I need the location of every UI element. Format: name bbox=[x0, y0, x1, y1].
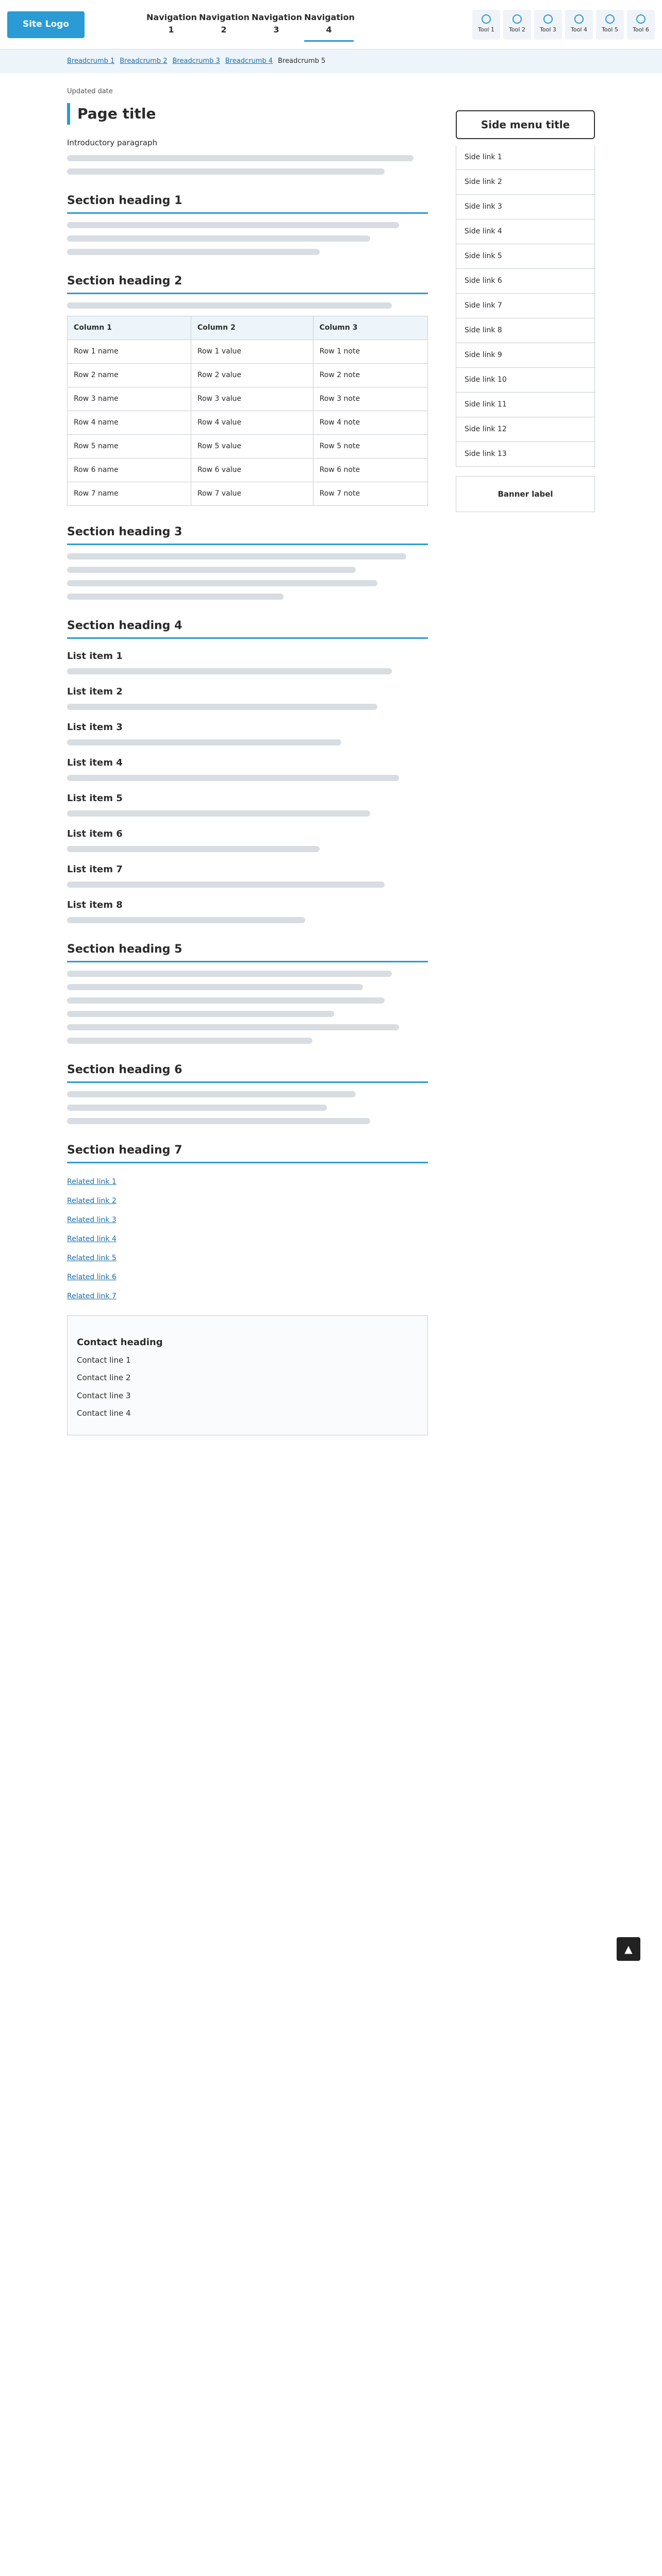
table-cell: Row 4 value bbox=[191, 411, 313, 434]
contact-line: Contact line 1 bbox=[77, 1355, 131, 1365]
side-menu-item[interactable]: Side link 1 bbox=[456, 145, 595, 170]
breadcrumb bbox=[0, 49, 662, 73]
contact-title: Contact heading bbox=[77, 1336, 163, 1348]
nav-item[interactable]: Navigation 1 bbox=[146, 12, 197, 35]
table-cell: Row 3 value bbox=[191, 387, 313, 411]
list-item: List item 6 bbox=[67, 828, 123, 839]
text-placeholder bbox=[67, 997, 385, 1004]
text-placeholder bbox=[67, 553, 406, 560]
side-menu-item[interactable]: Side link 8 bbox=[456, 318, 595, 343]
section-heading: Section heading 6 bbox=[67, 1061, 428, 1083]
table-cell: Row 1 note bbox=[313, 340, 427, 363]
intro-text: Introductory paragraph bbox=[67, 138, 157, 147]
related-link[interactable]: Related link 6 bbox=[67, 1273, 117, 1281]
nav-item[interactable]: Navigation 4 bbox=[304, 7, 354, 42]
side-menu-item[interactable]: Side link 10 bbox=[456, 368, 595, 393]
tool-icon bbox=[636, 14, 646, 24]
tool-label: Tool 6 bbox=[633, 26, 649, 33]
table-cell: Row 5 value bbox=[191, 434, 313, 458]
table-cell: Row 7 note bbox=[313, 482, 427, 505]
side-menu-item[interactable]: Side link 4 bbox=[456, 219, 595, 244]
header-tool[interactable] bbox=[534, 10, 562, 40]
text-placeholder bbox=[67, 971, 392, 977]
section-heading: Section heading 4 bbox=[67, 617, 428, 639]
header-tool[interactable] bbox=[565, 10, 593, 40]
side-menu-item[interactable]: Side link 7 bbox=[456, 294, 595, 318]
updated-date: Updated date bbox=[67, 88, 113, 95]
breadcrumb-current: Breadcrumb 5 bbox=[278, 57, 326, 65]
header-tools bbox=[472, 10, 655, 40]
text-placeholder bbox=[67, 302, 392, 309]
breadcrumb-item[interactable]: Breadcrumb 4 bbox=[225, 57, 273, 65]
main-content bbox=[67, 103, 428, 1435]
contact-box bbox=[67, 1315, 428, 1435]
text-placeholder bbox=[67, 704, 377, 710]
tool-label: Tool 4 bbox=[571, 26, 587, 33]
related-link[interactable]: Related link 2 bbox=[67, 1196, 117, 1205]
breadcrumb-item[interactable]: Breadcrumb 1 bbox=[67, 57, 115, 65]
text-placeholder bbox=[67, 168, 385, 175]
related-link[interactable]: Related link 1 bbox=[67, 1177, 117, 1186]
table-cell: Row 2 name bbox=[68, 363, 191, 387]
table-header: Column 2 bbox=[191, 316, 313, 340]
text-placeholder bbox=[67, 882, 385, 888]
list-item: List item 2 bbox=[67, 686, 123, 697]
table-cell: Row 2 note bbox=[313, 363, 427, 387]
text-placeholder bbox=[67, 580, 377, 586]
related-link[interactable]: Related link 5 bbox=[67, 1253, 117, 1262]
tool-label: Tool 1 bbox=[478, 26, 494, 33]
list-item: List item 8 bbox=[67, 899, 123, 910]
header-tool[interactable] bbox=[503, 10, 531, 40]
page-title: Page title bbox=[67, 103, 428, 125]
table-cell: Row 6 value bbox=[191, 458, 313, 482]
table-row bbox=[68, 434, 428, 458]
text-placeholder bbox=[67, 249, 320, 255]
header-tool[interactable] bbox=[472, 10, 500, 40]
related-links bbox=[67, 1173, 428, 1306]
side-menu-title: Side menu title bbox=[456, 110, 595, 139]
table-cell: Row 1 value bbox=[191, 340, 313, 363]
tool-label: Tool 5 bbox=[602, 26, 618, 33]
text-placeholder bbox=[67, 1118, 370, 1124]
text-placeholder bbox=[67, 917, 305, 923]
tool-icon bbox=[543, 14, 553, 24]
text-placeholder bbox=[67, 810, 370, 817]
arrow-up-icon: ▲ bbox=[624, 1943, 633, 1955]
table-row bbox=[68, 340, 428, 363]
table-cell: Row 7 name bbox=[68, 482, 191, 505]
tool-label: Tool 3 bbox=[540, 26, 556, 33]
table-row bbox=[68, 387, 428, 411]
table-row bbox=[68, 363, 428, 387]
table-cell: Row 2 value bbox=[191, 363, 313, 387]
text-placeholder bbox=[67, 235, 370, 242]
table-cell: Row 7 value bbox=[191, 482, 313, 505]
related-link[interactable]: Related link 7 bbox=[67, 1292, 117, 1300]
text-placeholder bbox=[67, 846, 320, 852]
table-cell: Row 4 name bbox=[68, 411, 191, 434]
breadcrumb-item[interactable]: Breadcrumb 3 bbox=[172, 57, 220, 65]
side-menu-item[interactable]: Side link 11 bbox=[456, 393, 595, 417]
side-menu-item[interactable]: Side link 5 bbox=[456, 244, 595, 269]
side-menu-item[interactable]: Side link 13 bbox=[456, 442, 595, 467]
text-placeholder bbox=[67, 984, 363, 990]
tool-icon bbox=[512, 14, 522, 24]
table-header: Column 3 bbox=[313, 316, 427, 340]
contact-line: Contact line 4 bbox=[77, 1409, 131, 1418]
side-menu-item[interactable]: Side link 6 bbox=[456, 269, 595, 294]
list-item: List item 5 bbox=[67, 792, 123, 804]
side-menu bbox=[456, 110, 595, 512]
table-cell: Row 3 note bbox=[313, 387, 427, 411]
table-cell: Row 6 name bbox=[68, 458, 191, 482]
table-cell: Row 5 note bbox=[313, 434, 427, 458]
text-placeholder bbox=[67, 1091, 356, 1097]
table-cell: Row 4 note bbox=[313, 411, 427, 434]
tool-icon bbox=[482, 14, 491, 24]
side-menu-item[interactable]: Side link 9 bbox=[456, 343, 595, 368]
tool-label: Tool 2 bbox=[509, 26, 525, 33]
related-link[interactable]: Related link 3 bbox=[67, 1215, 117, 1224]
text-placeholder bbox=[67, 1024, 399, 1030]
contact-line: Contact line 2 bbox=[77, 1373, 131, 1382]
text-placeholder bbox=[67, 739, 341, 745]
data-table bbox=[67, 316, 428, 506]
contact-line: Contact line 3 bbox=[77, 1391, 131, 1400]
nav-item[interactable]: Navigation 3 bbox=[252, 12, 302, 35]
text-placeholder bbox=[67, 775, 399, 781]
side-menu-item[interactable]: Side link 2 bbox=[456, 170, 595, 195]
site-logo[interactable]: Site Logo bbox=[7, 11, 85, 38]
list-item: List item 7 bbox=[67, 863, 123, 875]
table-header: Column 1 bbox=[68, 316, 191, 340]
list-item: List item 4 bbox=[67, 757, 123, 768]
text-placeholder bbox=[67, 1011, 334, 1017]
section-heading: Section heading 3 bbox=[67, 523, 428, 545]
header-tool[interactable] bbox=[596, 10, 624, 40]
text-placeholder bbox=[67, 594, 284, 600]
section-heading: Section heading 5 bbox=[67, 941, 428, 962]
page-top-button[interactable] bbox=[617, 1937, 640, 1961]
list-item: List item 3 bbox=[67, 721, 123, 733]
text-placeholder bbox=[67, 1038, 312, 1044]
table-cell: Row 1 name bbox=[68, 340, 191, 363]
side-menu-item[interactable]: Side link 3 bbox=[456, 195, 595, 219]
section-heading: Section heading 7 bbox=[67, 1142, 428, 1163]
related-link[interactable]: Related link 4 bbox=[67, 1234, 117, 1243]
nav-item[interactable]: Navigation 2 bbox=[199, 12, 250, 35]
tool-icon bbox=[605, 14, 615, 24]
text-placeholder bbox=[67, 668, 392, 674]
list-item: List item 1 bbox=[67, 650, 123, 662]
table-row bbox=[68, 482, 428, 505]
text-placeholder bbox=[67, 1105, 327, 1111]
header-tool[interactable] bbox=[627, 10, 655, 40]
section-heading: Section heading 2 bbox=[67, 273, 428, 294]
table-cell: Row 6 note bbox=[313, 458, 427, 482]
table-cell: Row 5 name bbox=[68, 434, 191, 458]
side-menu-item[interactable]: Side link 12 bbox=[456, 417, 595, 442]
global-nav bbox=[146, 7, 354, 42]
table-cell: Row 3 name bbox=[68, 387, 191, 411]
text-placeholder bbox=[67, 222, 399, 228]
site-header bbox=[0, 0, 662, 49]
table-row bbox=[68, 411, 428, 434]
side-banner[interactable]: Banner label bbox=[456, 476, 595, 512]
breadcrumb-item[interactable]: Breadcrumb 2 bbox=[120, 57, 168, 65]
table-row bbox=[68, 458, 428, 482]
text-placeholder bbox=[67, 155, 413, 161]
section-heading: Section heading 1 bbox=[67, 192, 428, 214]
tool-icon bbox=[574, 14, 584, 24]
text-placeholder bbox=[67, 567, 356, 573]
